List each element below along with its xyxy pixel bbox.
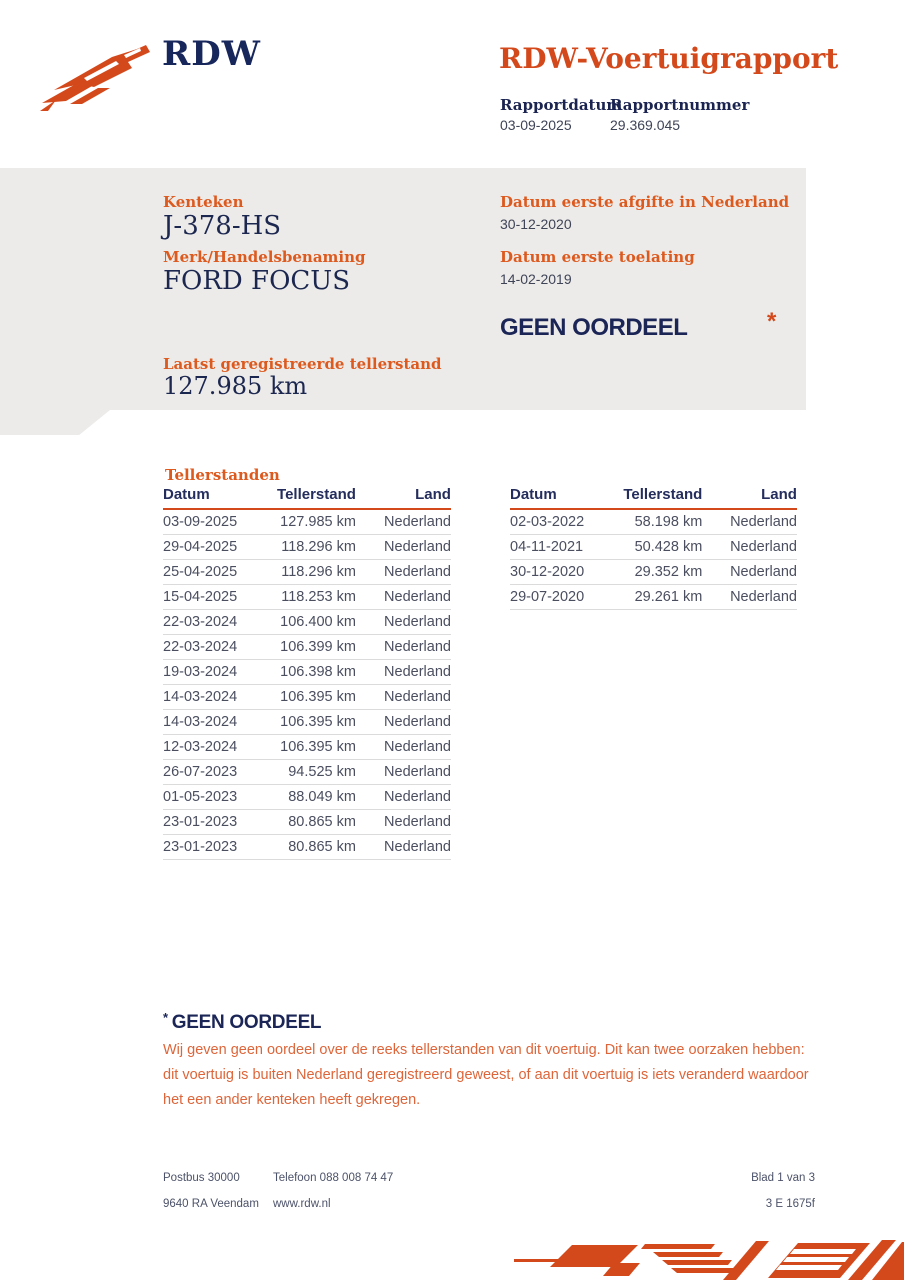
cell-datum: 15-04-2025 bbox=[163, 589, 238, 605]
cell-tellerstand: 106.395 km bbox=[280, 714, 356, 730]
cell-datum: 22-03-2024 bbox=[163, 614, 238, 630]
table-row bbox=[163, 635, 451, 660]
rapportdatum-label: Rapportdatum bbox=[500, 96, 623, 114]
table-row bbox=[163, 785, 451, 810]
table-row bbox=[163, 560, 451, 585]
cell-tellerstand: 106.395 km bbox=[280, 739, 356, 755]
cell-land: Nederland bbox=[384, 639, 451, 655]
cell-land: Nederland bbox=[384, 589, 451, 605]
tellerstand-value: 127.985 km bbox=[163, 372, 308, 400]
table-row bbox=[163, 685, 451, 710]
footer-website-link[interactable]: www.rdw.nl bbox=[273, 1198, 331, 1210]
table-row bbox=[163, 510, 451, 535]
col-header-land: Land bbox=[761, 486, 797, 503]
table-row bbox=[510, 510, 797, 535]
cell-datum: 29-04-2025 bbox=[163, 539, 238, 555]
col-header-datum: Datum bbox=[163, 486, 210, 503]
table-row bbox=[510, 585, 797, 610]
cell-tellerstand: 106.395 km bbox=[280, 689, 356, 705]
tellerstanden-section-title: Tellerstanden bbox=[165, 466, 280, 484]
rdw-wing-logo-icon bbox=[40, 40, 154, 112]
table-row bbox=[163, 810, 451, 835]
table-row bbox=[163, 760, 451, 785]
table-row bbox=[163, 835, 451, 860]
odometer-table-left bbox=[163, 486, 451, 860]
col-header-tellerstand: Tellerstand bbox=[623, 486, 703, 503]
cell-land: Nederland bbox=[384, 714, 451, 730]
page-title: RDW-Voertuigrapport bbox=[499, 42, 839, 75]
cell-datum: 26-07-2023 bbox=[163, 764, 238, 780]
cell-datum: 30-12-2020 bbox=[510, 564, 585, 580]
cell-land: Nederland bbox=[384, 689, 451, 705]
cell-tellerstand: 50.428 km bbox=[634, 539, 703, 555]
rapportnummer-label: Rapportnummer bbox=[610, 96, 750, 114]
cell-tellerstand: 118.253 km bbox=[281, 589, 356, 605]
cell-tellerstand: 58.198 km bbox=[634, 514, 703, 530]
cell-land: Nederland bbox=[384, 789, 451, 805]
rapportdatum-value: 03-09-2025 bbox=[500, 117, 572, 133]
afgifte-label: Datum eerste afgifte in Nederland bbox=[500, 193, 790, 211]
cell-land: Nederland bbox=[384, 739, 451, 755]
cell-tellerstand: 106.398 km bbox=[280, 664, 356, 680]
cell-tellerstand: 88.049 km bbox=[288, 789, 356, 805]
rapportnummer-value: 29.369.045 bbox=[610, 117, 681, 133]
cell-land: Nederland bbox=[730, 564, 797, 580]
afgifte-value: 30-12-2020 bbox=[500, 216, 572, 232]
cell-land: Nederland bbox=[384, 614, 451, 630]
merk-label: Merk/Handelsbenaming bbox=[163, 248, 366, 266]
table-row bbox=[163, 535, 451, 560]
cell-tellerstand: 106.400 km bbox=[280, 614, 356, 630]
cell-datum: 14-03-2024 bbox=[163, 714, 238, 730]
cell-tellerstand: 118.296 km bbox=[281, 539, 356, 555]
cell-land: Nederland bbox=[384, 539, 451, 555]
footer-page-indicator: Blad 1 van 3 bbox=[751, 1172, 815, 1184]
cell-tellerstand: 127.985 km bbox=[280, 514, 356, 530]
footer-city: 9640 RA Veendam bbox=[163, 1198, 259, 1210]
rdw-wordmark: RDW bbox=[162, 34, 261, 74]
footnote-title-text: GEEN OORDEEL bbox=[171, 1012, 322, 1033]
cell-datum: 12-03-2024 bbox=[163, 739, 238, 755]
cell-land: Nederland bbox=[384, 664, 451, 680]
table-header bbox=[163, 486, 451, 510]
cell-datum: 19-03-2024 bbox=[163, 664, 238, 680]
footnote-title bbox=[163, 1010, 321, 1034]
table-row bbox=[163, 660, 451, 685]
footer-phone: Telefoon 088 008 74 47 bbox=[273, 1172, 394, 1184]
cell-datum: 01-05-2023 bbox=[163, 789, 238, 805]
cell-datum: 22-03-2024 bbox=[163, 639, 238, 655]
cell-datum: 23-01-2023 bbox=[163, 839, 238, 855]
cell-land: Nederland bbox=[384, 764, 451, 780]
cell-land: Nederland bbox=[384, 839, 451, 855]
odometer-table-right bbox=[510, 486, 797, 610]
table-row bbox=[510, 535, 797, 560]
verdict-asterisk: * bbox=[767, 308, 777, 335]
cell-tellerstand: 80.865 km bbox=[288, 839, 356, 855]
footnote-asterisk: * bbox=[163, 1010, 168, 1025]
cell-tellerstand: 118.296 km bbox=[281, 564, 356, 580]
footer-postbus: Postbus 30000 bbox=[163, 1172, 240, 1184]
cell-datum: 25-04-2025 bbox=[163, 564, 238, 580]
toelating-value: 14-02-2019 bbox=[500, 271, 572, 287]
table-row bbox=[163, 735, 451, 760]
footnote-body: Wij geven geen oordeel over de reeks tellerstanden van dit voertuig. Dit kan twee oorzaken hebben: dit voertuig is buiten Nederland geregistreerd geweest, of aan dit voertuig is iets veranderd waardoor het een ander kenteken heeft gekregen. bbox=[163, 1042, 809, 1108]
merk-value: FORD FOCUS bbox=[163, 266, 351, 296]
kenteken-label: Kenteken bbox=[163, 193, 244, 211]
table-row bbox=[510, 560, 797, 585]
col-header-datum: Datum bbox=[510, 486, 557, 503]
cell-tellerstand: 106.399 km bbox=[280, 639, 356, 655]
cell-land: Nederland bbox=[730, 539, 797, 555]
cell-land: Nederland bbox=[384, 814, 451, 830]
cell-datum: 03-09-2025 bbox=[163, 514, 238, 530]
cell-land: Nederland bbox=[730, 589, 797, 605]
cell-datum: 14-03-2024 bbox=[163, 689, 238, 705]
cell-land: Nederland bbox=[384, 564, 451, 580]
verdict-text: GEEN OORDEEL bbox=[500, 314, 688, 341]
cell-tellerstand: 80.865 km bbox=[288, 814, 356, 830]
toelating-label: Datum eerste toelating bbox=[500, 248, 695, 266]
col-header-land: Land bbox=[415, 486, 451, 503]
cell-tellerstand: 94.525 km bbox=[288, 764, 356, 780]
table-row bbox=[163, 610, 451, 635]
cell-datum: 04-11-2021 bbox=[510, 539, 584, 555]
cell-datum: 23-01-2023 bbox=[163, 814, 238, 830]
table-row bbox=[163, 710, 451, 735]
cell-datum: 29-07-2020 bbox=[510, 589, 585, 605]
cell-tellerstand: 29.352 km bbox=[634, 564, 703, 580]
cell-tellerstand: 29.261 km bbox=[634, 589, 703, 605]
col-header-tellerstand: Tellerstand bbox=[277, 486, 356, 503]
cell-land: Nederland bbox=[730, 514, 797, 530]
table-row bbox=[163, 585, 451, 610]
rdw-flag-stripes-icon bbox=[510, 1236, 904, 1280]
cell-land: Nederland bbox=[384, 514, 451, 530]
kenteken-value: J-378-HS bbox=[163, 211, 282, 241]
footer-doc-code: 3 E 1675f bbox=[765, 1198, 815, 1210]
tellerstand-label: Laatst geregistreerde tellerstand bbox=[163, 355, 442, 373]
cell-datum: 02-03-2022 bbox=[510, 514, 585, 530]
table-header bbox=[510, 486, 797, 510]
